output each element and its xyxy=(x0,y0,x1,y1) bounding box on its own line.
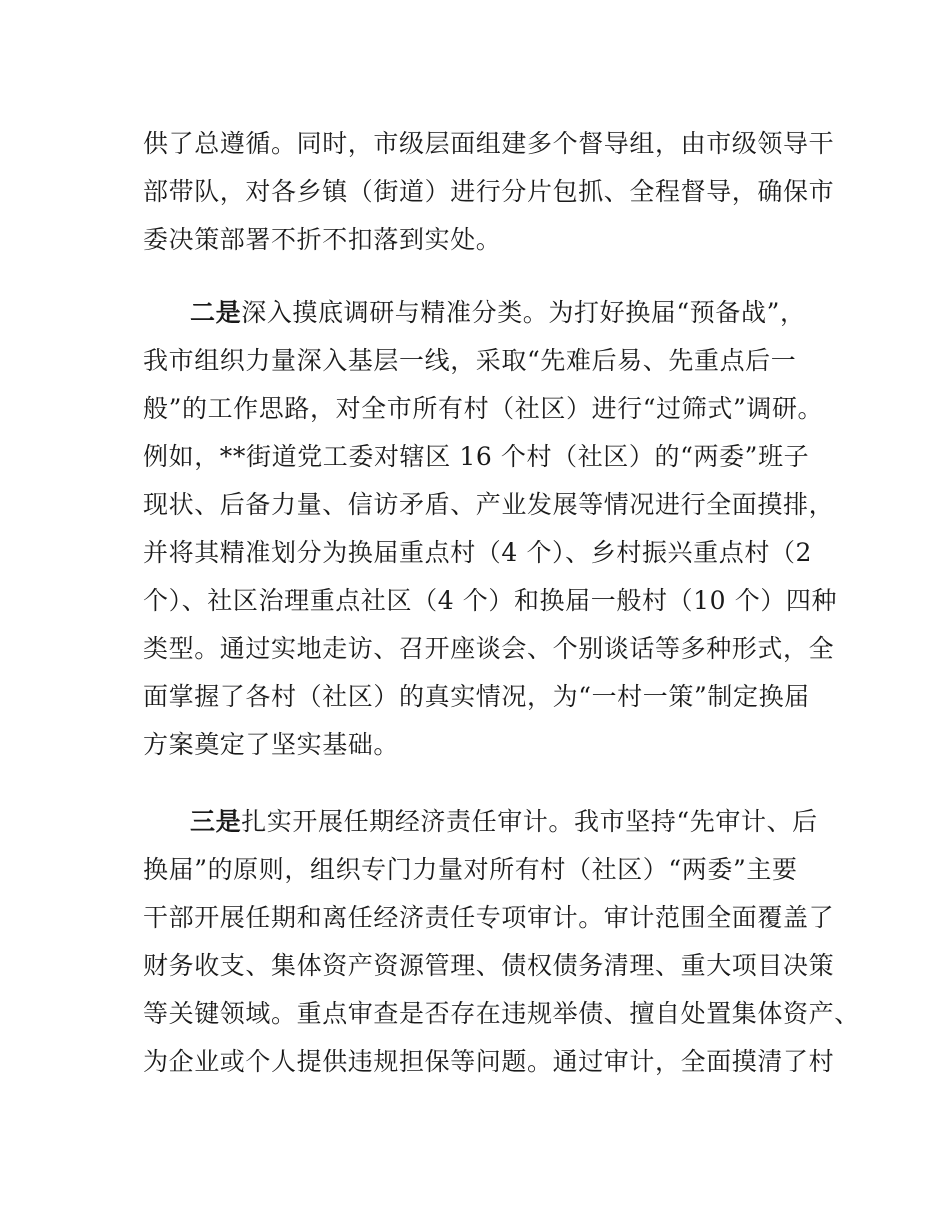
paragraph-3-line-2: 换届”的原则，组织专门力量对所有村（社区）“两委”主要 xyxy=(143,855,798,884)
paragraph-2-line-5: 现状、后备力量、信访矛盾、产业发展等情况进行全面摸排， xyxy=(143,490,835,519)
paragraph-3-line-5: 等关键领域。重点审查是否存在违规举债、擅自处置集体资产、 xyxy=(143,999,860,1028)
paragraph-3-line-3: 干部开展任期和离任经济责任专项审计。审计范围全面覆盖了 xyxy=(143,903,835,932)
paragraph-3-lead: 三是 xyxy=(190,807,242,836)
paragraph-3-line-1 xyxy=(190,806,818,838)
paragraph-2-line-8: 类型。通过实地走访、召开座谈会、个别谈话等多种形式，全 xyxy=(143,634,835,663)
paragraph-3-line-4: 财务收支、集体资产资源管理、债权债务清理、重大项目决策 xyxy=(143,951,835,980)
paragraph-2-line-9: 面掌握了各村（社区）的真实情况，为“一村一策”制定换届 xyxy=(143,682,810,711)
paragraph-2-line-10: 方案奠定了坚实基础。 xyxy=(143,730,400,759)
paragraph-2-line-4: 例如，**街道党工委对辖区 16 个村（社区）的“两委”班子 xyxy=(143,442,810,471)
paragraph-2-line-2: 我市组织力量深入基层一线，采取“先难后易、先重点后一 xyxy=(143,346,797,375)
paragraph-2-line-1 xyxy=(190,297,806,329)
paragraph-2-line-1-text: 深入摸底调研与精准分类。为打好换届“预备战”， xyxy=(241,298,806,327)
paragraph-3-line-1-text: 扎实开展任期经济责任审计。我市坚持“先审计、后 xyxy=(241,807,818,836)
paragraph-3-line-6: 为企业或个人提供违规担保等问题。通过审计，全面摸清了村 xyxy=(143,1047,835,1076)
paragraph-2-line-3: 般”的工作思路，对全市所有村（社区）进行“过筛式”调研。 xyxy=(143,394,824,423)
paragraph-1-line-3: 委决策部署不折不扣落到实处。 xyxy=(143,225,502,254)
paragraph-2-lead: 二是 xyxy=(190,298,242,327)
paragraph-1-line-1: 供了总遵循。同时，市级层面组建多个督导组，由市级领导干 xyxy=(143,129,835,158)
paragraph-2-line-7: 个）、社区治理重点社区（4 个）和换届一般村（10 个）四种 xyxy=(143,586,838,615)
paragraph-2-line-6: 并将其精准划分为换届重点村（4 个）、乡村振兴重点村（2 xyxy=(143,538,813,567)
paragraph-1-line-2: 部带队，对各乡镇（街道）进行分片包抓、全程督导，确保市 xyxy=(143,177,835,206)
